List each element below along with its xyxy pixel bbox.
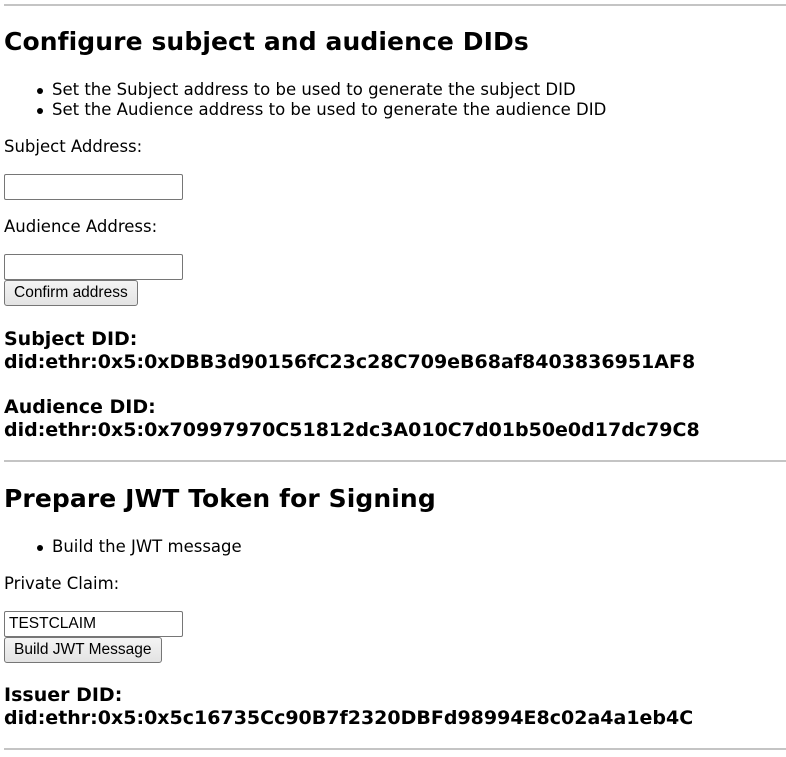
list-item: Set the Audience address to be used to generate the audience DID (36, 100, 606, 120)
jwt-instructions (36, 537, 242, 557)
issuer-did-label: Issuer DID: (4, 684, 123, 706)
audience-did-value: did:ethr:0x5:0x70997970C51812dc3A010C7d01b50e0d17dc79C8 (4, 419, 700, 441)
divider-bottom (4, 748, 786, 750)
subject-did-label: Subject DID: (4, 328, 138, 350)
issuer-did-value: did:ethr:0x5:0x5c16735Cc90B7f2320DBFd98994E8c02a4a1eb4C (4, 707, 694, 729)
divider-top (4, 4, 786, 6)
confirm-address-button[interactable]: Confirm address (4, 280, 138, 306)
audience-address-label: Audience Address: (4, 217, 158, 236)
subject-address-label: Subject Address: (4, 137, 143, 156)
list-item: Set the Subject address to be used to generate the subject DID (36, 80, 606, 100)
configure-heading: Configure subject and audience DIDs (4, 27, 529, 56)
divider-middle (4, 460, 786, 462)
private-claim-input[interactable] (4, 611, 183, 637)
build-jwt-message-button[interactable]: Build JWT Message (4, 637, 162, 663)
audience-did-label: Audience DID: (4, 396, 156, 418)
subject-did-value: did:ethr:0x5:0xDBB3d90156fC23c28C709eB68af8403836951AF8 (4, 351, 696, 373)
list-item: Build the JWT message (36, 537, 242, 557)
private-claim-label: Private Claim: (4, 574, 120, 593)
configure-instructions (36, 80, 606, 120)
subject-address-input[interactable] (4, 174, 183, 200)
audience-address-input[interactable] (4, 254, 183, 280)
jwt-heading: Prepare JWT Token for Signing (4, 484, 436, 513)
